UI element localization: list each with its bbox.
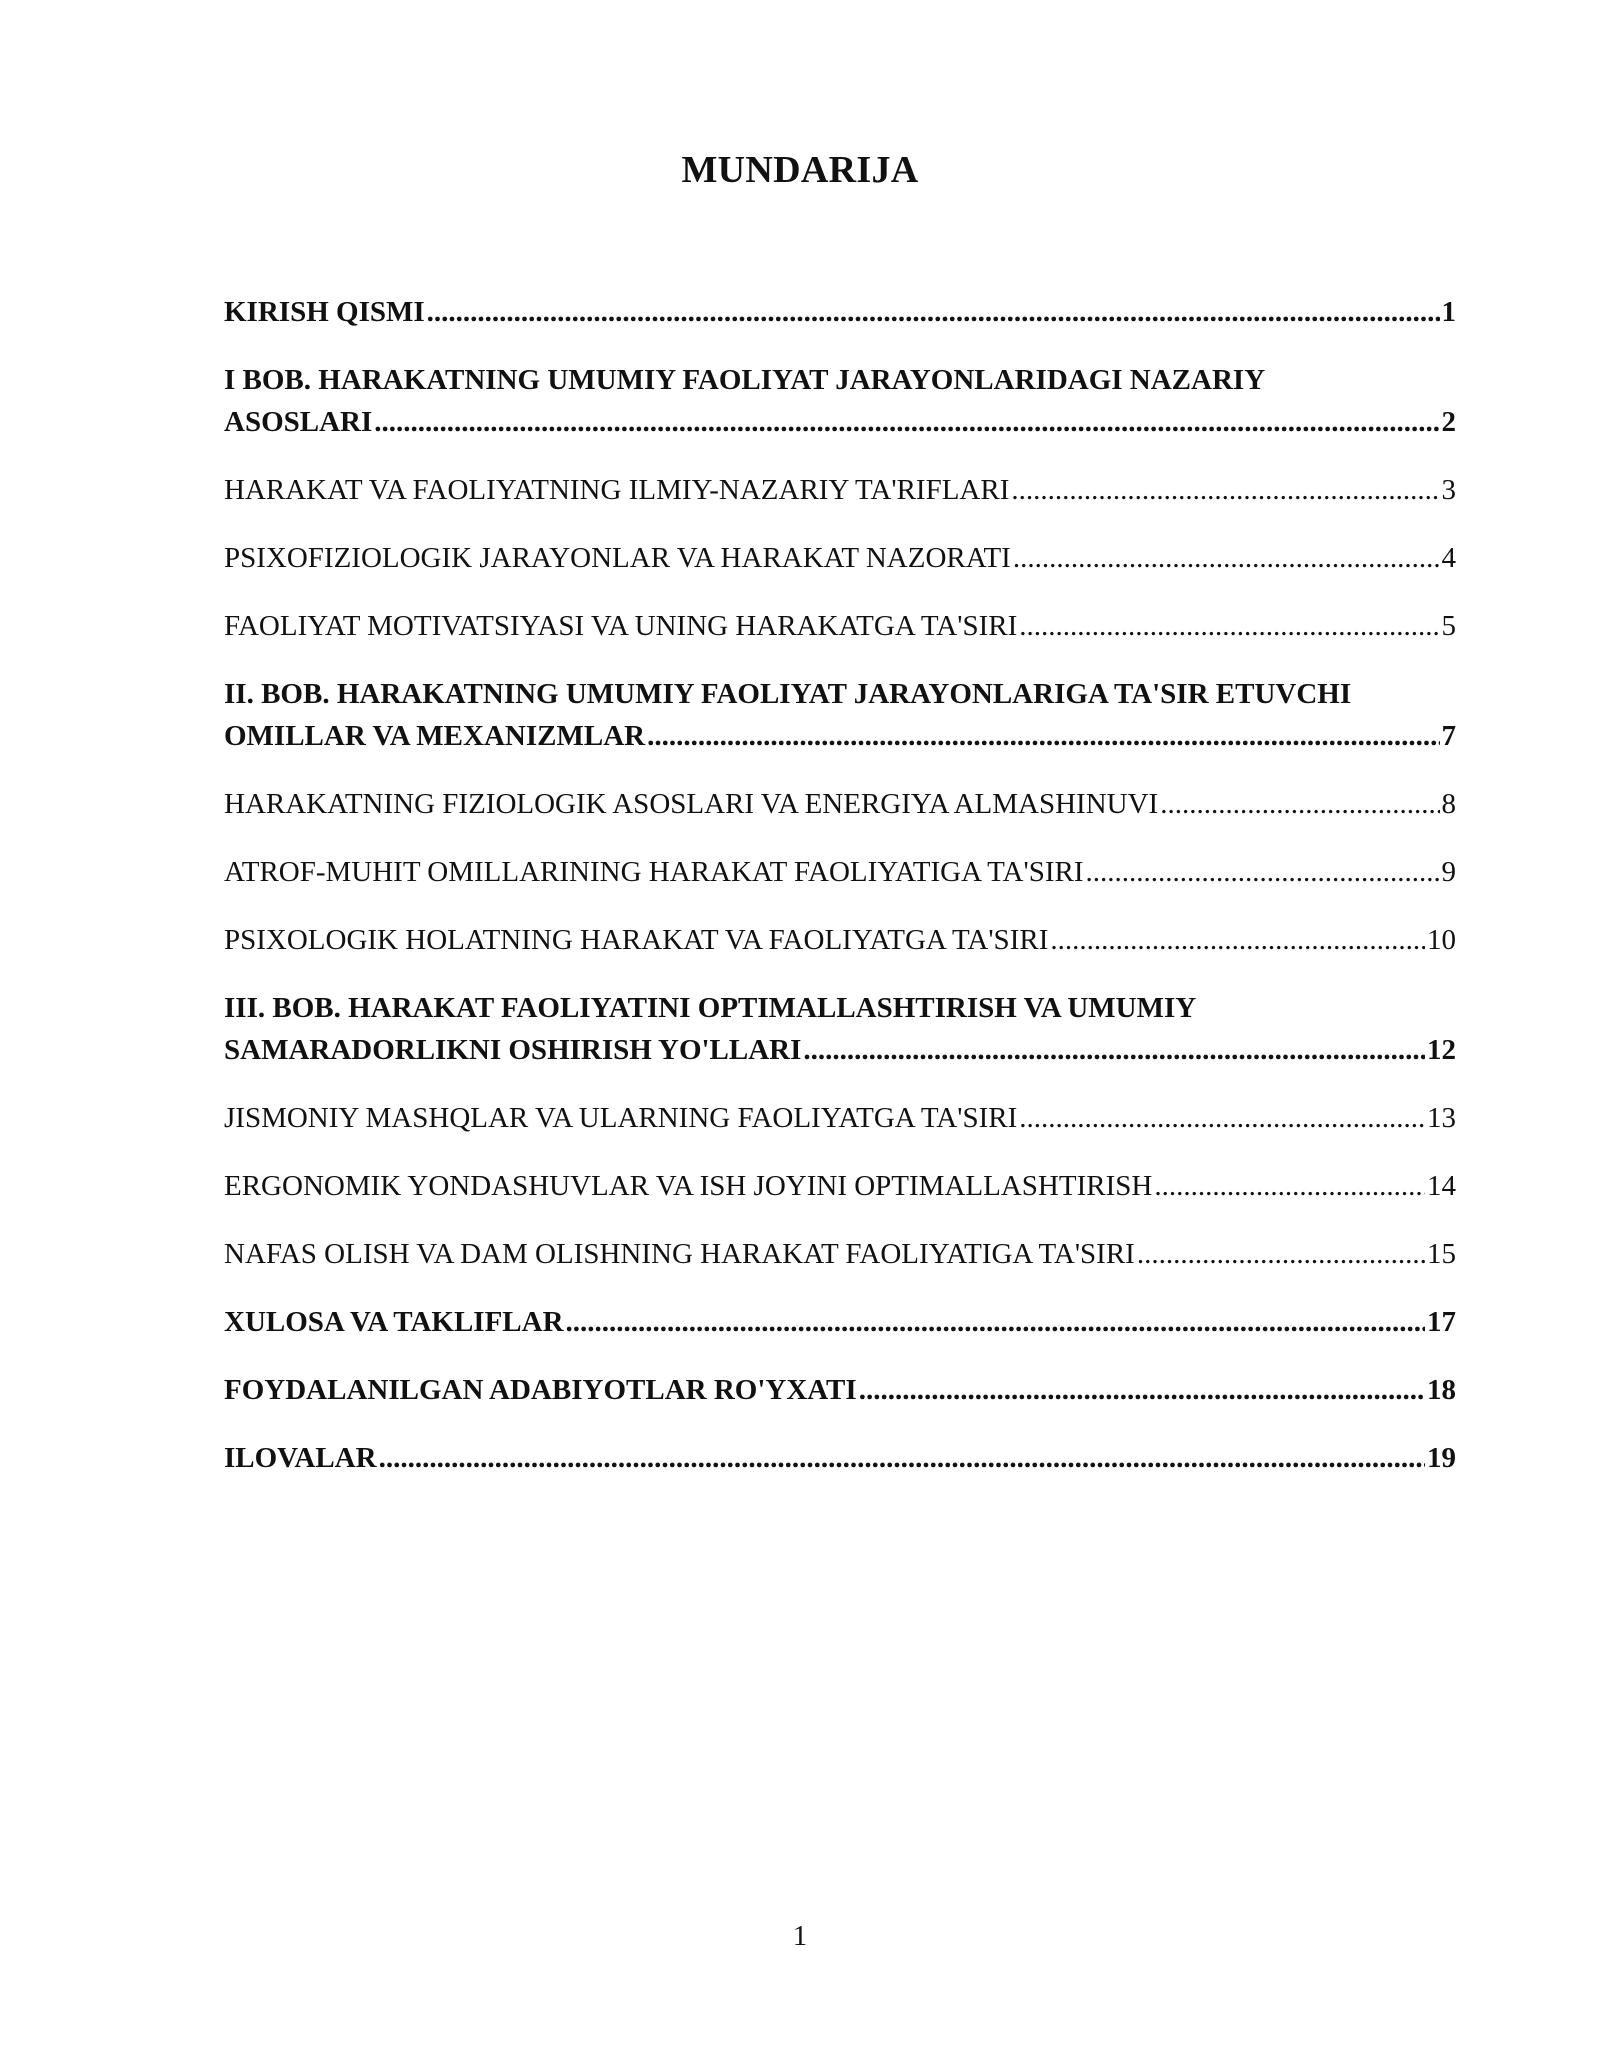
- dot-leader: [1137, 1233, 1425, 1275]
- dot-leader: [647, 715, 1439, 757]
- toc-entry-s2-3: [224, 919, 1456, 961]
- dot-leader: [1085, 851, 1439, 893]
- toc-entry-title: HARAKATNING FIZIOLOGIK ASOSLARI VA ENERGIYA ALMASHINUVI: [224, 788, 1159, 820]
- toc-page-number: 18: [1427, 1374, 1456, 1406]
- toc-entry-s3-3: [224, 1233, 1456, 1275]
- toc-page-number: 17: [1427, 1306, 1456, 1338]
- dot-leader: [1154, 1165, 1425, 1207]
- toc-page-number: 19: [1427, 1442, 1456, 1474]
- toc-page-number: 10: [1427, 924, 1456, 956]
- toc-entry-title: KIRISH QISMI: [224, 296, 425, 328]
- toc-entry-title: HARAKAT VA FAOLIYATNING ILMIY-NAZARIY TA'RIFLARI: [224, 474, 1010, 506]
- toc-page-number: 8: [1441, 788, 1456, 820]
- dot-leader: [566, 1301, 1425, 1343]
- dot-leader: [1019, 1097, 1425, 1139]
- footer-page-number: 1: [792, 1920, 808, 1952]
- dot-leader: [803, 1029, 1425, 1071]
- dot-leader: [374, 401, 1439, 443]
- toc-page-number: 3: [1441, 474, 1456, 506]
- toc-page-number: 7: [1441, 720, 1456, 752]
- toc-entry-title-line2: ASOSLARI: [224, 406, 373, 438]
- toc-entry-title-line1: II. BOB. HARAKATNING UMUMIY FAOLIYAT JARAYONLARIGA TA'SIR ETUVCHI: [224, 678, 1352, 710]
- toc-entry-bob2: [224, 673, 1456, 757]
- toc-entry-s3-1: [224, 1097, 1456, 1139]
- toc-entry-ilovalar: [224, 1437, 1456, 1479]
- toc-page-number: 9: [1441, 856, 1456, 888]
- toc-entry-s2-2: [224, 851, 1456, 893]
- toc-entry-s1-3: [224, 605, 1456, 647]
- dot-leader: [1019, 605, 1439, 647]
- toc-page-number: 13: [1427, 1102, 1456, 1134]
- dot-leader: [1013, 537, 1440, 579]
- toc-entry-title: ILOVALAR: [224, 1442, 377, 1474]
- toc-page-number: 15: [1427, 1238, 1456, 1270]
- dot-leader: [1160, 783, 1439, 825]
- toc-entry-bob3: [224, 987, 1456, 1071]
- toc-entry-title: ERGONOMIK YONDASHUVLAR VA ISH JOYINI OPTIMALLASHTIRISH: [224, 1170, 1153, 1202]
- toc-entry-title: FOYDALANILGAN ADABIYOTLAR RO'YXATI: [224, 1374, 857, 1406]
- toc-entry-title-line2: SAMARADORLIKNI OSHIRISH YO'LLARI: [224, 1034, 802, 1066]
- toc-page-number: 2: [1441, 406, 1456, 438]
- toc-entry-title: XULOSA VA TAKLIFLAR: [224, 1306, 564, 1338]
- dot-leader: [859, 1369, 1425, 1411]
- toc-page-number: 4: [1441, 542, 1456, 574]
- toc-page-number: 12: [1427, 1034, 1456, 1066]
- dot-leader: [1011, 469, 1439, 511]
- dot-leader: [427, 291, 1440, 333]
- toc-entry-title: ATROF-MUHIT OMILLARINING HARAKAT FAOLIYATIGA TA'SIRI: [224, 856, 1084, 888]
- toc-entry-title: JISMONIY MASHQLAR VA ULARNING FAOLIYATGA TA'SIRI: [224, 1102, 1018, 1134]
- dot-leader: [379, 1437, 1425, 1479]
- toc-entry-title: PSIXOFIZIOLOGIK JARAYONLAR VA HARAKAT NAZORATI: [224, 542, 1011, 574]
- toc-entry-kirish: [224, 291, 1456, 333]
- page-title: MUNDARIJA: [681, 149, 919, 191]
- table-of-contents: [224, 291, 1456, 1505]
- toc-entry-title-line1: III. BOB. HARAKAT FAOLIYATINI OPTIMALLASHTIRISH VA UMUMIY: [224, 992, 1197, 1024]
- toc-entry-s1-1: [224, 469, 1456, 511]
- toc-page-number: 5: [1441, 610, 1456, 642]
- toc-entry-bob1: [224, 359, 1456, 443]
- toc-entry-title-line1: I BOB. HARAKATNING UMUMIY FAOLIYAT JARAYONLARIDAGI NAZARIY: [224, 364, 1266, 396]
- toc-page-number: 14: [1427, 1170, 1456, 1202]
- toc-entry-adabiyot: [224, 1369, 1456, 1411]
- toc-entry-s1-2: [224, 537, 1456, 579]
- toc-page-number: 1: [1441, 296, 1456, 328]
- toc-entry-s2-1: [224, 783, 1456, 825]
- toc-entry-title: NAFAS OLISH VA DAM OLISHNING HARAKAT FAOLIYATIGA TA'SIRI: [224, 1238, 1135, 1270]
- toc-entry-title-line2: OMILLAR VA MEXANIZMLAR: [224, 720, 646, 752]
- toc-entry-title: PSIXOLOGIK HOLATNING HARAKAT VA FAOLIYATGA TA'SIRI: [224, 924, 1049, 956]
- dot-leader: [1050, 919, 1425, 961]
- toc-entry-s3-2: [224, 1165, 1456, 1207]
- toc-entry-title: FAOLIYAT MOTIVATSIYASI VA UNING HARAKATGA TA'SIRI: [224, 610, 1018, 642]
- toc-entry-xulosa: [224, 1301, 1456, 1343]
